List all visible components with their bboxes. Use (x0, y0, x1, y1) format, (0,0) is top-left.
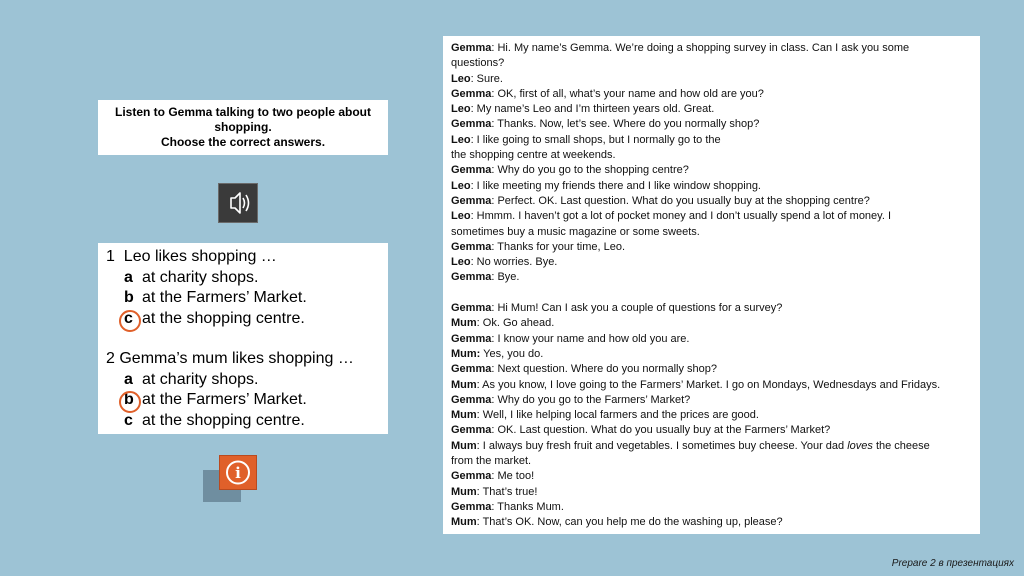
transcript-line (451, 485, 972, 500)
transcript-speaker: Leo (451, 210, 471, 223)
question-1 (106, 247, 380, 268)
transcript-speaker: Gemma (451, 363, 492, 376)
q1-option-c-text: at the shopping centre. (142, 309, 305, 327)
audio-play-button[interactable] (218, 183, 258, 223)
transcript-text: : Hmmm. I haven’t got a lot of pocket money and I don’t usually spend a lot of money. I (470, 210, 892, 223)
transcript-speaker: Mum (451, 485, 477, 498)
transcript-text: : Thanks for your time, Leo. (491, 240, 626, 253)
transcript-speaker: Gemma (451, 118, 492, 131)
transcript-speaker: Leo (451, 256, 471, 269)
transcript-line (451, 255, 972, 270)
transcript-text: : Well, I like helping local farmers and the prices are good. (476, 409, 759, 422)
info-glyph: i (235, 464, 241, 482)
transcript-speaker: Leo (451, 179, 471, 192)
transcript-text: : Next question. Where do you normally shop? (491, 363, 717, 376)
transcript-line (451, 148, 972, 163)
transcript-text: : Hi Mum! Can I ask you a couple of questions for a survey? (491, 302, 783, 315)
q1-option-a-letter: a (124, 268, 133, 286)
transcript-speaker: Gemma (451, 302, 492, 315)
q1-option-a[interactable] (106, 268, 380, 289)
q2-option-a-text: at charity shops. (142, 370, 259, 388)
transcript-line (451, 72, 972, 87)
transcript-line (451, 87, 972, 102)
speaker-icon (219, 184, 257, 222)
transcript-speaker: Gemma (451, 470, 492, 483)
q2-option-b-letter-circled: b (124, 390, 142, 411)
transcript-line (451, 240, 972, 255)
transcript-text: : That’s true! (476, 485, 538, 498)
transcript-speaker: Gemma (451, 194, 492, 207)
transcript-line (451, 194, 972, 209)
transcript-line (451, 378, 972, 393)
transcript-line (451, 347, 972, 362)
transcript-text: the shopping centre at weekends. (451, 149, 616, 162)
transcript-line (451, 439, 972, 454)
transcript-text: : Bye. (491, 271, 520, 284)
transcript-speaker: Mum (451, 409, 477, 422)
transcript-text: : Why do you go to the Farmers’ Market? (491, 393, 691, 406)
transcript-line (451, 301, 972, 316)
transcript-line (451, 408, 972, 423)
transcript-text: : Ok. Go ahead. (476, 317, 555, 330)
info-icon (220, 456, 256, 489)
transcript-speaker: Gemma (451, 500, 492, 513)
transcript-speaker: Gemma (451, 393, 492, 406)
transcript-text: : Perfect. OK. Last question. What do you usually buy at the shopping centre? (491, 194, 870, 207)
question-2-number: 2 (106, 350, 115, 367)
transcript-line (451, 286, 972, 301)
transcript-line (451, 316, 972, 331)
q2-option-b-text: at the Farmers’ Market. (142, 391, 307, 408)
transcript-speaker: Gemma (451, 424, 492, 437)
instructions-line-2: shopping. (214, 120, 272, 134)
transcript-text: : OK. Last question. What do you usually buy at the Farmers’ Market? (491, 424, 831, 437)
transcript-line (451, 393, 972, 408)
q2-option-c-text: at the shopping centre. (142, 411, 305, 429)
transcript-speaker: Mum (451, 378, 477, 391)
transcript-speaker: Leo (451, 72, 471, 85)
transcript-text: : OK, first of all, what’s your name and how old are you? (491, 87, 764, 100)
info-button[interactable] (219, 455, 257, 490)
transcript-speaker: Gemma (451, 42, 492, 54)
transcript-text: : I always buy fresh fruit and vegetables. I sometimes buy cheese. Your dad (476, 439, 848, 452)
questions-box (98, 243, 388, 434)
transcript-line (451, 454, 972, 469)
transcript-line (451, 56, 972, 71)
transcript-speaker: Mum (451, 439, 477, 452)
q2-option-c-letter: c (124, 411, 133, 429)
question-1-text: Leo likes shopping … (123, 248, 277, 265)
transcript-text: Yes, you do. (480, 347, 544, 360)
transcript-emphasis: loves (847, 439, 873, 452)
transcript-text: : I like meeting my friends there and I like window shopping. (470, 179, 761, 192)
instructions-line-3: Choose the correct answers. (160, 135, 326, 149)
transcript-line (451, 117, 972, 132)
transcript-text: : Thanks. Now, let’s see. Where do you normally shop? (491, 118, 760, 131)
q2-option-a[interactable] (106, 370, 380, 391)
question-1-number: 1 (106, 248, 115, 265)
question-2 (106, 349, 380, 370)
transcript-line (451, 102, 972, 117)
transcript-text: : I like going to small shops, but I normally go to the (470, 133, 721, 146)
q1-option-a-text: at charity shops. (142, 268, 259, 286)
transcript-text-after: the cheese (872, 439, 930, 452)
transcript-line (451, 469, 972, 484)
transcript-text: sometimes buy a music magazine or some sweets. (451, 225, 700, 238)
transcript-speaker: Leo (451, 133, 471, 146)
transcript-speaker: Mum (451, 317, 477, 330)
transcript-line (451, 179, 972, 194)
q1-option-b[interactable] (106, 288, 380, 309)
transcript-text: : As you know, I love going to the Farmers’ Market. I go on Mondays, Wednesdays and Fridays. (476, 378, 941, 391)
transcript-text: questions? (451, 57, 505, 70)
q1-option-b-text: at the Farmers’ Market. (142, 289, 307, 306)
transcript-speaker: Mum (451, 516, 477, 529)
transcript-speaker: Gemma (451, 271, 492, 284)
instructions-line-1: Listen to Gemma talking to two people about (114, 105, 371, 119)
transcript-line (451, 41, 972, 56)
q1-option-c-letter-circled: c (124, 309, 142, 330)
q1-option-b-letter: b (124, 289, 134, 306)
transcript-line (451, 515, 972, 530)
transcript-line (451, 163, 972, 178)
transcript-line (451, 362, 972, 377)
transcript-line (451, 225, 972, 240)
transcript-speaker: Leo (451, 103, 471, 116)
transcript-speaker: Gemma (451, 332, 492, 345)
transcript-text: : Me too! (491, 470, 535, 483)
transcript-line (451, 209, 972, 224)
transcript-speaker: Mum: (451, 347, 481, 360)
transcript-text: : My name’s Leo and I’m thirteen years old. Great. (470, 103, 715, 116)
transcript-text: : Thanks Mum. (491, 500, 564, 513)
footer-credit: Prepare 2 в презентациях (891, 558, 1014, 569)
transcript-text: : Hi. My name’s Gemma. We’re doing a shopping survey in class. Can I ask you some (491, 42, 910, 54)
question-2-text: Gemma’s mum likes shopping … (119, 350, 354, 367)
q2-option-b[interactable] (106, 390, 380, 411)
q2-option-a-letter: a (124, 370, 133, 388)
transcript-text: : No worries. Bye. (470, 256, 558, 269)
transcript-speaker: Gemma (451, 164, 492, 177)
transcript-line (451, 133, 972, 148)
transcript-text: : Sure. (470, 72, 503, 85)
q1-option-c[interactable] (106, 309, 380, 330)
transcript-line (451, 500, 972, 515)
transcript-text: : That’s OK. Now, can you help me do the washing up, please? (476, 516, 783, 529)
transcript-line (451, 270, 972, 285)
transcript-speaker: Gemma (451, 240, 492, 253)
transcript-text: : I know your name and how old you are. (491, 332, 690, 345)
q2-option-c[interactable] (106, 411, 380, 432)
instructions-box (98, 100, 388, 155)
transcript-line (451, 423, 972, 438)
transcript-text: from the market. (451, 455, 532, 468)
transcript-panel (443, 36, 980, 534)
transcript-text: : Why do you go to the shopping centre? (491, 164, 689, 177)
transcript-speaker: Gemma (451, 87, 492, 100)
transcript-line (451, 332, 972, 347)
